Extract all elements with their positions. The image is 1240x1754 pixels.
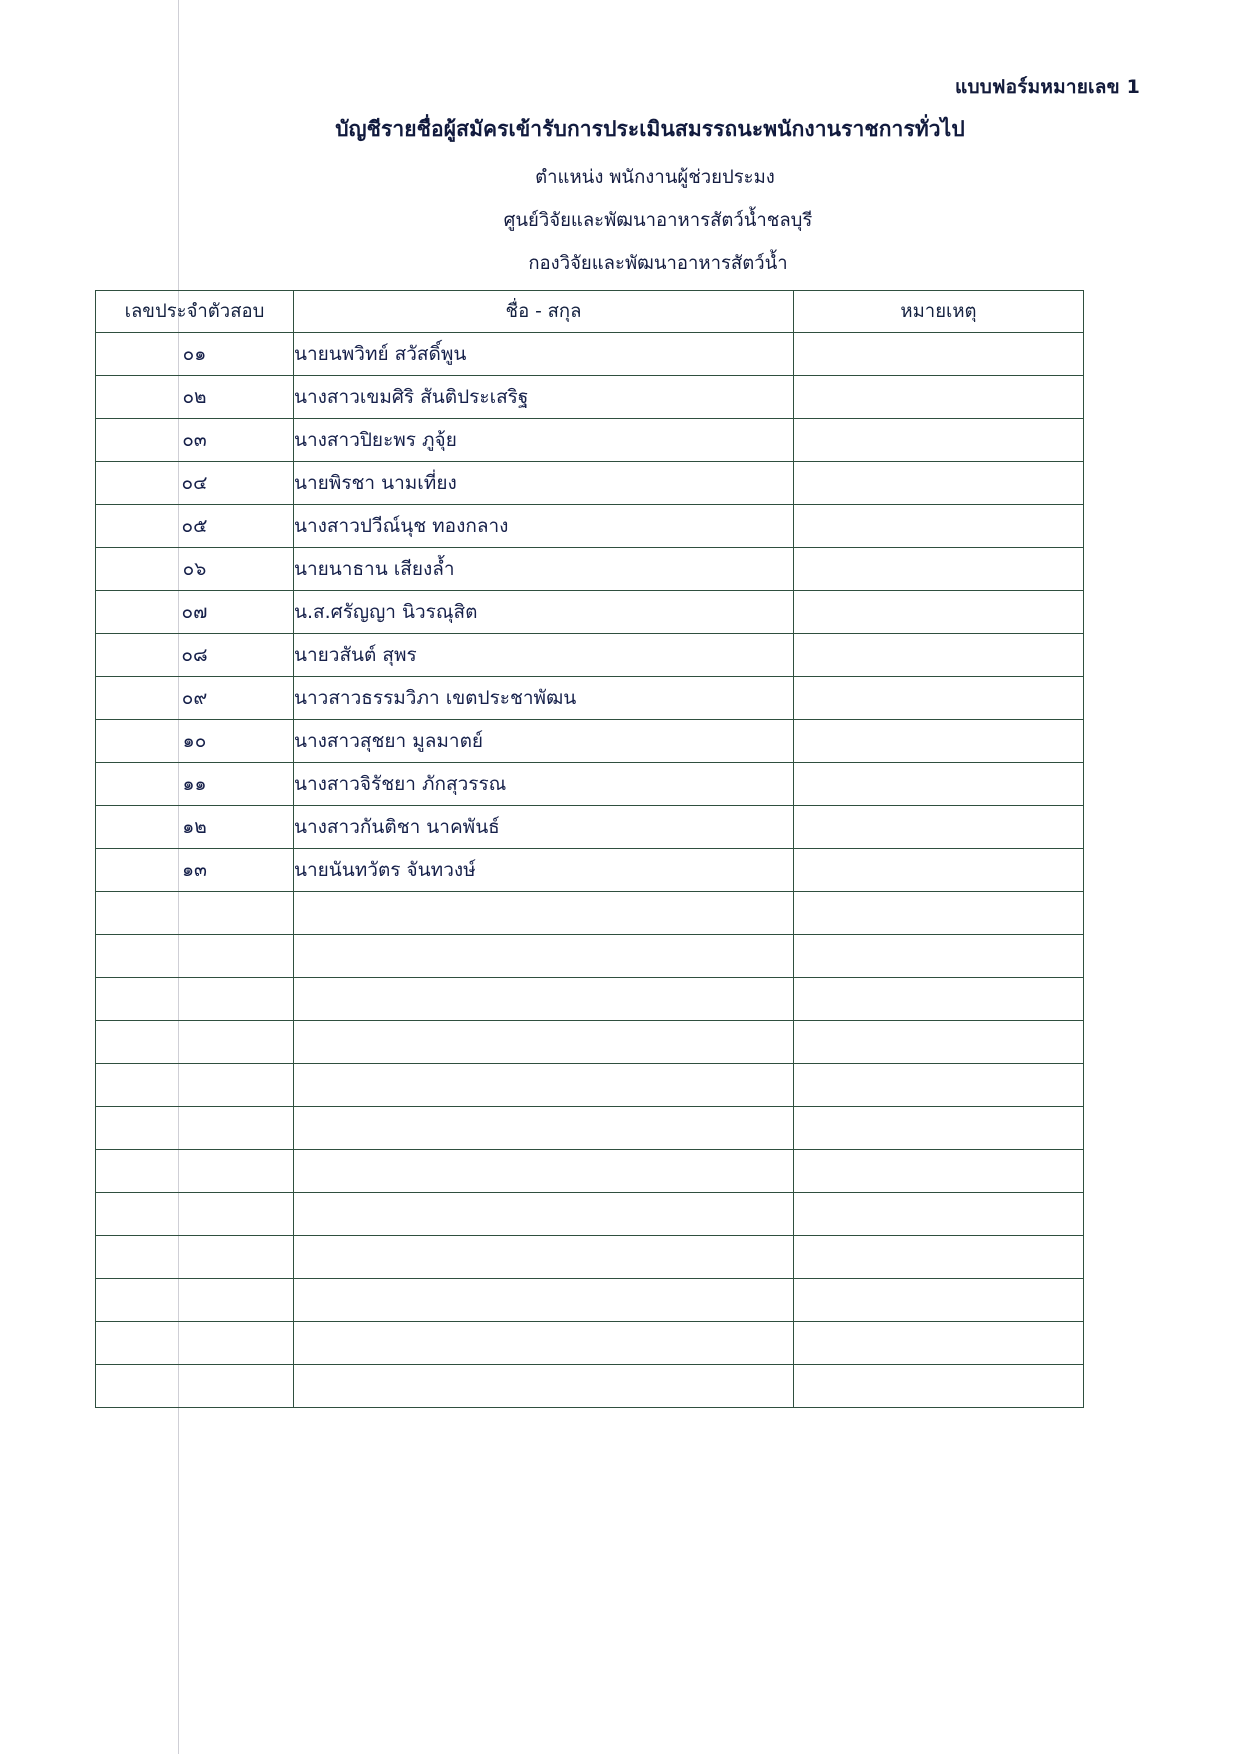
- cell-note: [794, 505, 1084, 548]
- cell-note: [794, 1021, 1084, 1064]
- table-row: [96, 763, 1084, 806]
- cell-full-name: นางสาวเขมศิริ สันติประเสริฐ: [294, 376, 794, 419]
- cell-exam-id: [96, 1021, 294, 1064]
- table-row-empty: [96, 1193, 1084, 1236]
- cell-note: [794, 1064, 1084, 1107]
- table-row-empty: [96, 1107, 1084, 1150]
- cell-note: [794, 935, 1084, 978]
- table-row-empty: [96, 892, 1084, 935]
- cell-full-name: [294, 1021, 794, 1064]
- cell-exam-id: [96, 935, 294, 978]
- table-row: [96, 849, 1084, 892]
- cell-exam-id: [96, 1107, 294, 1150]
- cell-exam-id: [96, 1236, 294, 1279]
- cell-exam-id: ๐๕: [96, 505, 294, 548]
- cell-exam-id: ๐๑: [96, 333, 294, 376]
- table-row: [96, 548, 1084, 591]
- cell-exam-id: [96, 1193, 294, 1236]
- cell-note: [794, 720, 1084, 763]
- cell-exam-id: ๐๙: [96, 677, 294, 720]
- table-row: [96, 462, 1084, 505]
- table-body: [96, 333, 1084, 1408]
- cell-exam-id: ๐๔: [96, 462, 294, 505]
- table-row: [96, 333, 1084, 376]
- cell-exam-id: [96, 1064, 294, 1107]
- cell-full-name: [294, 892, 794, 935]
- cell-exam-id: ๐๒: [96, 376, 294, 419]
- table-row-empty: [96, 1279, 1084, 1322]
- cell-full-name: [294, 1107, 794, 1150]
- cell-exam-id: [96, 1322, 294, 1365]
- cell-note: [794, 462, 1084, 505]
- cell-exam-id: ๑๑: [96, 763, 294, 806]
- cell-full-name: [294, 1064, 794, 1107]
- cell-full-name: [294, 1236, 794, 1279]
- table-header-row: [96, 291, 1084, 333]
- cell-note: [794, 849, 1084, 892]
- cell-exam-id: ๑๓: [96, 849, 294, 892]
- cell-exam-id: [96, 1150, 294, 1193]
- cell-full-name: นาวสาวธรรมวิภา เขตประชาพัฒน: [294, 677, 794, 720]
- cell-exam-id: [96, 892, 294, 935]
- cell-note: [794, 376, 1084, 419]
- table-row-empty: [96, 1021, 1084, 1064]
- cell-exam-id: ๑๒: [96, 806, 294, 849]
- table-row-empty: [96, 1365, 1084, 1408]
- cell-full-name: [294, 935, 794, 978]
- cell-full-name: นางสาวกันติชา นาคพันธ์: [294, 806, 794, 849]
- cell-exam-id: ๐๘: [96, 634, 294, 677]
- cell-note: [794, 333, 1084, 376]
- cell-note: [794, 892, 1084, 935]
- cell-exam-id: [96, 1365, 294, 1408]
- page-title: บัญชีรายชื่อผู้สมัครเข้ารับการประเมินสมรรถนะพนักงานราชการทั่วไป: [335, 117, 965, 141]
- cell-note: [794, 1279, 1084, 1322]
- table-row-empty: [96, 1322, 1084, 1365]
- position-line: ตำแหน่ง พนักงานผู้ช่วยประมง: [535, 167, 775, 188]
- column-header-name: ชื่อ - สกุล: [294, 291, 794, 333]
- table-row: [96, 720, 1084, 763]
- division-line: กองวิจัยและพัฒนาอาหารสัตว์น้ำ: [528, 253, 788, 274]
- cell-note: [794, 763, 1084, 806]
- cell-full-name: นายวสันต์ สุพร: [294, 634, 794, 677]
- document-heading-block: [0, 113, 1240, 292]
- table-row: [96, 419, 1084, 462]
- cell-full-name: นางสาวปวีณ์นุช ทองกลาง: [294, 505, 794, 548]
- cell-note: [794, 1365, 1084, 1408]
- cell-note: [794, 677, 1084, 720]
- cell-full-name: [294, 1279, 794, 1322]
- cell-note: [794, 634, 1084, 677]
- cell-full-name: นายนพวิทย์ สวัสดิ์พูน: [294, 333, 794, 376]
- table-row: [96, 634, 1084, 677]
- cell-full-name: น.ส.ศรัญญา นิวรณุสิต: [294, 591, 794, 634]
- cell-note: [794, 1193, 1084, 1236]
- cell-full-name: [294, 1365, 794, 1408]
- cell-full-name: นายนันทวัตร จันทวงษ์: [294, 849, 794, 892]
- cell-exam-id: [96, 1279, 294, 1322]
- table-row: [96, 591, 1084, 634]
- cell-full-name: นางสาวสุชยา มูลมาตย์: [294, 720, 794, 763]
- table-row: [96, 677, 1084, 720]
- cell-exam-id: ๑๐: [96, 720, 294, 763]
- cell-exam-id: [96, 978, 294, 1021]
- table-row-empty: [96, 1236, 1084, 1279]
- cell-note: [794, 806, 1084, 849]
- table-row: [96, 376, 1084, 419]
- table-row-empty: [96, 978, 1084, 1021]
- cell-full-name: [294, 978, 794, 1021]
- cell-note: [794, 591, 1084, 634]
- table-row-empty: [96, 1150, 1084, 1193]
- cell-full-name: นางสาวจิรัชยา ภักสุวรรณ: [294, 763, 794, 806]
- cell-full-name: นางสาวปิยะพร ภูจุ้ย: [294, 419, 794, 462]
- cell-note: [794, 419, 1084, 462]
- cell-note: [794, 1150, 1084, 1193]
- cell-exam-id: ๐๖: [96, 548, 294, 591]
- column-header-note: หมายเหตุ: [794, 291, 1084, 333]
- cell-full-name: [294, 1322, 794, 1365]
- table-row: [96, 806, 1084, 849]
- cell-note: [794, 1107, 1084, 1150]
- cell-exam-id: ๐๗: [96, 591, 294, 634]
- cell-full-name: นายนาธาน เสียงล้ำ: [294, 548, 794, 591]
- column-header-exam-id: เลขประจำตัวสอบ: [96, 291, 294, 333]
- cell-full-name: นายพิรชา นามเที่ยง: [294, 462, 794, 505]
- table-row-empty: [96, 935, 1084, 978]
- cell-note: [794, 978, 1084, 1021]
- table-row-empty: [96, 1064, 1084, 1107]
- table-row: [96, 505, 1084, 548]
- center-line: ศูนย์วิจัยและพัฒนาอาหารสัตว์น้ำชลบุรี: [503, 210, 813, 231]
- cell-full-name: [294, 1193, 794, 1236]
- form-code-label: แบบฟอร์มหมายเลข 1: [955, 76, 1140, 98]
- cell-full-name: [294, 1150, 794, 1193]
- applicant-roster-table: [95, 290, 1084, 1408]
- cell-note: [794, 548, 1084, 591]
- cell-exam-id: ๐๓: [96, 419, 294, 462]
- cell-note: [794, 1322, 1084, 1365]
- cell-note: [794, 1236, 1084, 1279]
